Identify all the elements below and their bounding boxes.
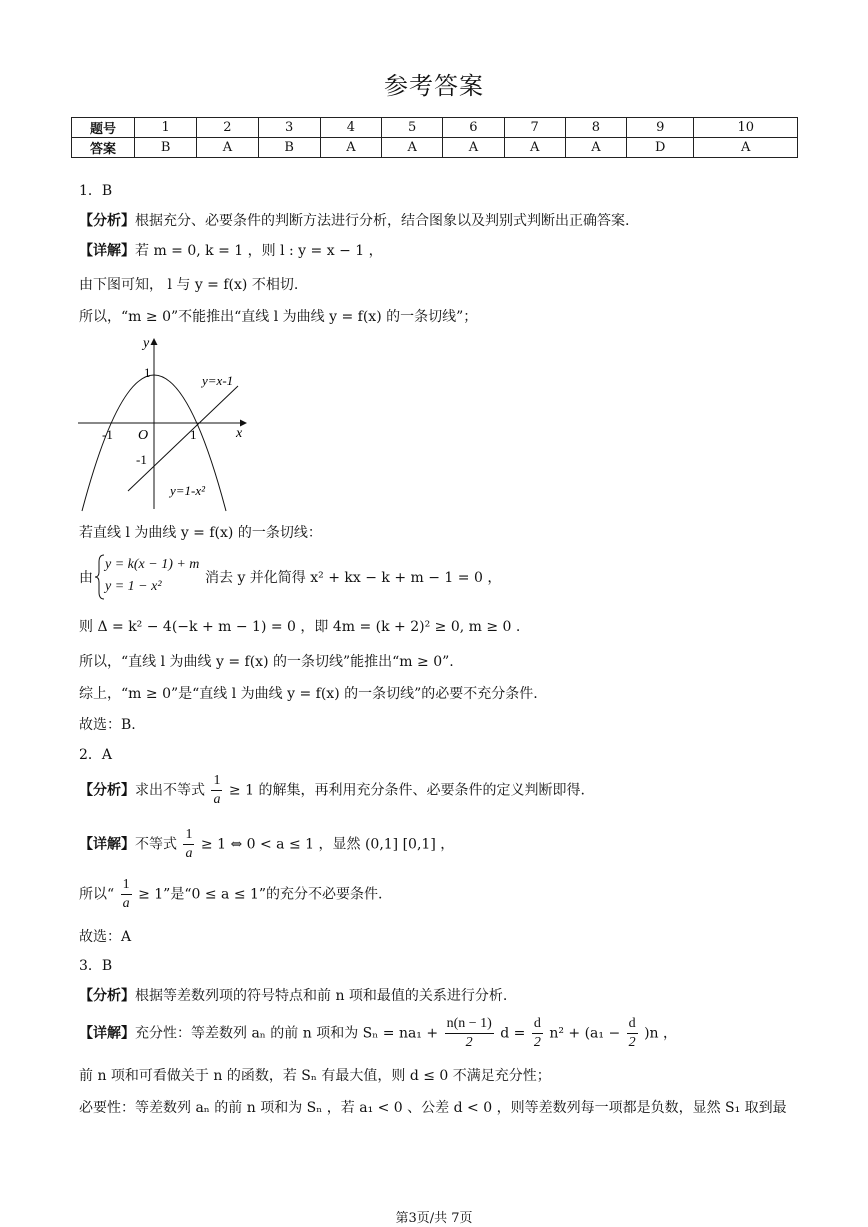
table-cell: 1 <box>135 118 197 138</box>
detail-tag: 【详解】 <box>79 836 135 853</box>
q1-detail-6: 所以，“直线 l 为曲线 y = f(x) 的一条切线”能推出“m ≥ 0”. <box>79 654 454 670</box>
fraction-num: d <box>532 1015 543 1034</box>
page-footer: 第3页/共 7页 <box>395 1211 473 1226</box>
q1-detail-2: 由下图可知， l 与 y = f(x) 不相切. <box>79 277 299 293</box>
q1-detail-4: 若直线 l 为曲线 y = f(x) 的一条切线： <box>79 525 322 541</box>
fraction-den: a <box>213 792 221 807</box>
analysis-tag: 【分析】 <box>79 213 135 229</box>
q3-detail <box>79 1015 677 1052</box>
detail-end: )n ， <box>644 1025 678 1042</box>
brace-icon <box>95 554 105 600</box>
q1-detail-1 <box>79 240 383 260</box>
detail-mid1: d = <box>500 1025 526 1042</box>
table-cell: 8 <box>565 118 626 138</box>
table-cell: 6 <box>443 118 504 138</box>
table-cell: 2 <box>197 118 258 138</box>
system-eq1: y = k(x − 1) + m <box>105 557 200 572</box>
q3-detail-3: 必要性：等差数列 aₙ 的前 n 项和为 Sₙ ，若 a₁ < 0 、公差 d < 0 ，则等差数列每一项都是负数，显然 S₁ 取到最 <box>79 1100 787 1116</box>
fraction-num: 1 <box>121 876 132 895</box>
table-cell: A <box>565 138 626 158</box>
analysis-text: 根据等差数列项的符号特点和前 n 项和最值的关系进行分析. <box>135 988 508 1004</box>
q3-heading: 3．B <box>79 958 113 974</box>
q1-choice: 故选：B. <box>79 717 136 733</box>
origin-label: O <box>138 428 149 443</box>
q1-analysis <box>79 210 629 230</box>
detail-pre: 充分性：等差数列 aₙ 的前 n 项和为 Sₙ = na₁ + <box>135 1025 439 1042</box>
q2-choice: 故选：A <box>79 929 132 945</box>
tick-x-1: 1 <box>190 427 197 442</box>
fraction <box>627 1015 638 1052</box>
fraction-den: 2 <box>628 1035 636 1050</box>
detail-pre: 不等式 <box>135 836 177 853</box>
table-cell: A <box>197 138 258 158</box>
fraction-den: a <box>122 896 130 911</box>
detail-mid2: n² + (a₁ − <box>549 1025 621 1042</box>
answer-table-number-row <box>72 118 798 138</box>
q1-detail-7: 综上，“m ≥ 0”是“直线 l 为曲线 y = f(x) 的一条切线”的必要不充分条件. <box>79 686 538 702</box>
fraction <box>445 1015 494 1052</box>
tick-x-neg1: -1 <box>102 427 113 442</box>
table-cell: A <box>320 138 381 158</box>
table-cell: D <box>627 138 694 158</box>
analysis-text: 根据充分、必要条件的判断方法进行分析，结合图象以及判别式判断出正确答案. <box>135 213 630 229</box>
answer-table-answer-row <box>72 138 798 158</box>
tick-y-neg1: -1 <box>136 452 147 467</box>
function-graph <box>76 333 252 513</box>
tick-y-1: 1 <box>144 365 151 380</box>
fraction-den: 2 <box>465 1035 473 1050</box>
equation-system <box>79 554 599 600</box>
table-cell: 3 <box>258 118 320 138</box>
q2-heading: 2．A <box>79 747 113 763</box>
analysis-pre: 求出不等式 <box>135 782 205 799</box>
analysis-tag: 【分析】 <box>79 988 135 1004</box>
table-cell: A <box>382 138 443 158</box>
system-equations <box>105 554 199 598</box>
table-cell: 5 <box>382 118 443 138</box>
fraction <box>183 826 194 863</box>
fraction-num: 1 <box>183 826 194 845</box>
analysis-post: ≥ 1 的解集，再利用充分条件、必要条件的定义判断即得. <box>228 782 585 799</box>
fraction <box>532 1015 543 1052</box>
page-title: 参考答案 <box>384 72 484 100</box>
fraction-num: n(n − 1) <box>445 1015 494 1034</box>
table-cell: A <box>504 138 565 158</box>
detail-post: ≥ 1 ⇔ 0 < a ≤ 1 ，显然 (0,1] [0,1] ， <box>200 836 455 853</box>
so-pre: 所以“ <box>79 886 115 903</box>
answer-header: 答案 <box>72 138 135 158</box>
curve-label: y=1-x² <box>170 483 206 498</box>
fraction <box>211 772 222 809</box>
table-cell: A <box>443 138 504 158</box>
q2-analysis <box>79 772 585 809</box>
table-cell: B <box>135 138 197 158</box>
fraction-num: 1 <box>211 772 222 791</box>
answer-table <box>71 117 798 158</box>
system-eq2: y = 1 − x² <box>105 579 162 594</box>
q1-detail-3: 所以，“m ≥ 0”不能推出“直线 l 为曲线 y = f(x) 的一条切线”； <box>79 309 478 325</box>
number-header: 题号 <box>72 118 135 138</box>
fraction <box>121 876 132 913</box>
q1-heading: 1．B <box>79 183 113 199</box>
q3-detail-2: 前 n 项和可看做关于 n 的函数，若 Sₙ 有最大值，则 d ≤ 0 不满足充分性； <box>79 1068 551 1084</box>
table-cell: A <box>694 138 798 158</box>
fraction-den: 2 <box>533 1035 541 1050</box>
table-cell: 10 <box>694 118 798 138</box>
line-label: y=x-1 <box>202 373 234 388</box>
fraction-num: d <box>627 1015 638 1034</box>
fraction-den: a <box>185 846 193 861</box>
detail-text: 若 m = 0, k = 1 ，则 l : y = x − 1 ， <box>135 243 383 259</box>
table-cell: 4 <box>320 118 381 138</box>
so-post: ≥ 1”是“0 ≤ a ≤ 1”的充分不必要条件. <box>138 886 383 903</box>
system-suffix: 消去 y 并化简得 x² + kx − k + m − 1 = 0 ， <box>205 570 502 586</box>
detail-tag: 【详解】 <box>79 1025 135 1042</box>
detail-tag: 【详解】 <box>79 243 135 259</box>
q1-detail-5: 则 Δ = k² − 4(−k + m − 1) = 0 ，即 4m = (k + 2)² ≥ 0, m ≥ 0 . <box>79 619 521 635</box>
x-axis-label: x <box>236 426 243 441</box>
q2-detail <box>79 826 454 863</box>
table-cell: 7 <box>504 118 565 138</box>
analysis-tag: 【分析】 <box>79 782 135 799</box>
q3-analysis <box>79 985 507 1005</box>
table-cell: 9 <box>627 118 694 138</box>
system-prefix: 由 <box>79 570 93 586</box>
q2-so <box>79 876 383 913</box>
y-axis-label: y <box>143 336 150 351</box>
table-cell: B <box>258 138 320 158</box>
